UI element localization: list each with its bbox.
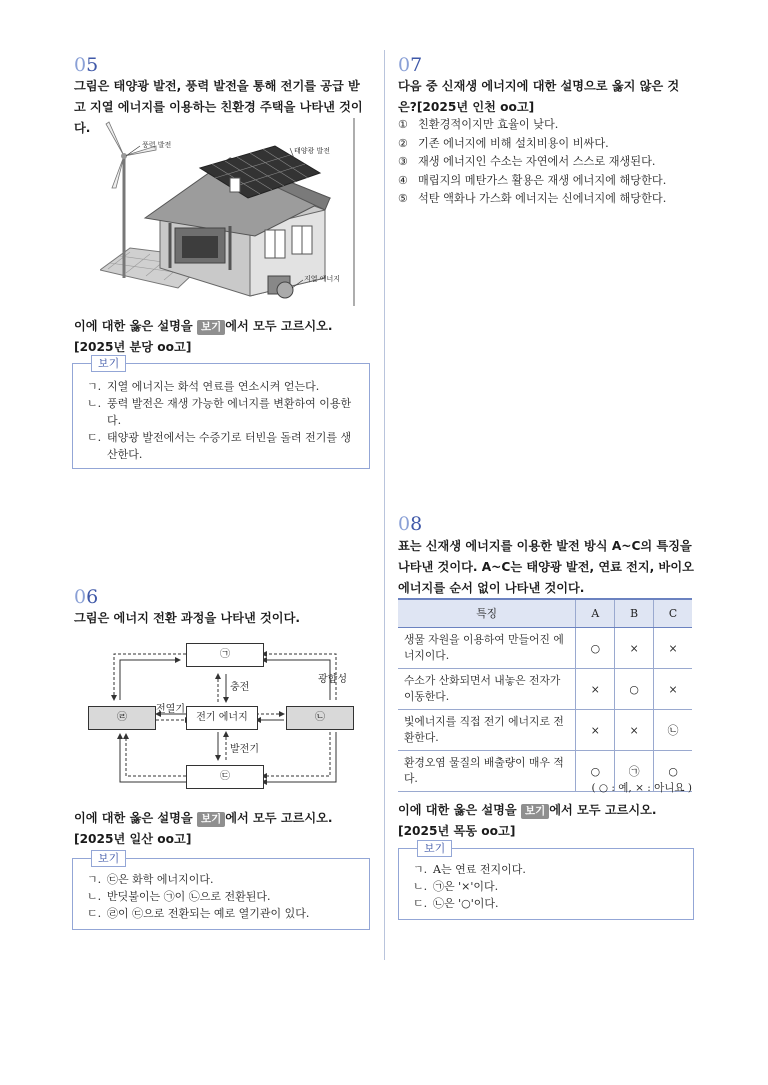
question-number-07: 07 (398, 54, 423, 76)
node-bottom: ㉢ (186, 765, 264, 789)
table-row (398, 669, 692, 710)
bogi-tag: 보기 (197, 320, 225, 335)
table-cell: ○ (576, 628, 615, 669)
q06-bogi-item: ㄷ. ㉣이 ㉢으로 전환되는 예로 열기관이 있다. (87, 907, 310, 920)
node-top: ㉠ (186, 643, 264, 667)
table-cell: × (576, 669, 615, 710)
table-cell: ○ (654, 751, 692, 792)
table-cell-desc: 환경오염 물질의 배출량이 매우 적다. (398, 751, 576, 792)
table-cell: × (576, 710, 615, 751)
q05-question: 이에 대한 옳은 설명을 보기 에서 모두 고르시오.[2025년 분당 oo고] (74, 319, 333, 354)
node-right: ㉡ (286, 706, 354, 730)
question-number-08: 08 (398, 513, 423, 535)
q06-bogi-item: ㄴ. 반딧불이는 ㉠이 ㉡으로 전환된다. (87, 890, 271, 903)
q07-stem: 다음 중 신재생 에너지에 대한 설명으로 옳지 않은 것은?[2025년 인천 oo고] (398, 79, 680, 114)
table-cell: × (654, 628, 692, 669)
label-generator: 발전기 (230, 744, 259, 755)
q08-bogi-item: ㄱ. A는 연료 전지이다. (413, 863, 526, 876)
q06-bogi-item: ㄱ. ㉢은 화학 에너지이다. (87, 873, 214, 886)
table-cell: × (615, 710, 654, 751)
q08-question: 이에 대한 옳은 설명을 보기 에서 모두 고르시오.[2025년 목동 oo고] (398, 803, 657, 838)
table-cell: × (654, 669, 692, 710)
table-header: C (654, 599, 692, 628)
bogi-label: 보기 (91, 355, 126, 372)
table-cell: ○ (576, 751, 615, 792)
eco-house-illustration (100, 118, 360, 306)
bogi-tag: 보기 (521, 804, 549, 819)
table-legend: ( ○ : 예, × : 아니요 ) (591, 782, 692, 794)
q06-question: 이에 대한 옳은 설명을 보기 에서 모두 고르시오.[2025년 일산 oo고] (74, 811, 333, 846)
table-cell: ㉠ (615, 751, 654, 792)
q05-bogi-item: ㄱ. 지열 에너지는 화석 연료를 연소시켜 얻는다. (87, 380, 320, 393)
table-cell-desc: 빛에너지를 직접 전기 에너지로 전환한다. (398, 710, 576, 751)
label-heater: 전열기 (156, 704, 185, 715)
q08-stem: 표는 신재생 에너지를 이용한 발전 방식 A~C의 특징을 나타낸 것이다. A~C는 태양광 발전, 연료 전지, 바이오 에너지를 순서 없이 나타낸 것이다. (398, 539, 694, 595)
geothermal-label: 지열 에너지 (304, 275, 341, 283)
table-header: A (576, 599, 615, 628)
choice-3[interactable]: ③ 재생 에너지인 수소는 자연에서 스스로 재생된다. (398, 155, 656, 168)
table-cell: ○ (615, 669, 654, 710)
node-left: ㉣ (88, 706, 156, 730)
table-row (398, 628, 692, 669)
label-photosynthesis: 광합성 (318, 674, 347, 685)
question-number-06: 06 (74, 586, 99, 608)
table-row (398, 710, 692, 751)
wind-power-label: 풍력 발전 (142, 141, 172, 149)
table-cell-desc: 수소가 산화되면서 내놓은 전자가 이동한다. (398, 669, 576, 710)
table-header: 특징 (398, 599, 576, 628)
table-header: B (615, 599, 654, 628)
q05-bogi-box (72, 357, 370, 469)
table-cell: ㉡ (654, 710, 692, 751)
choice-2[interactable]: ② 기존 에너지에 비해 설치비용이 비싸다. (398, 136, 609, 150)
table-cell: × (615, 628, 654, 669)
energy-conversion-diagram (80, 636, 370, 796)
choice-4[interactable]: ④ 매립지의 메탄가스 활용은 재생 에너지에 해당한다. (398, 173, 667, 187)
q05-bogi-item: ㄴ. 풍력 발전은 재생 가능한 에너지를 변환하여 이용한다. (87, 397, 352, 427)
q08-bogi-item: ㄴ. ㉠은 '×'이다. (413, 880, 499, 893)
table-cell-desc: 생물 자원을 이용하여 만들어진 에너지이다. (398, 628, 576, 669)
q05-bogi-item: ㄷ. 태양광 발전에서는 수증기로 터빈을 돌려 전기를 생산한다. (87, 431, 352, 461)
node-electric-energy: 전기 에너지 (186, 706, 258, 730)
q08-bogi-box (398, 842, 694, 920)
choice-5[interactable]: ⑤ 석탄 액화나 가스화 에너지는 신에너지에 해당한다. (398, 192, 667, 205)
bogi-label: 보기 (91, 850, 126, 867)
label-charge: 충전 (230, 682, 250, 693)
q05-stem: 그림은 태양광 발전, 풍력 발전을 통해 전기를 공급 받고 지열 에너지를 이용하는 친환경 주택을 나타낸 것이다. (74, 79, 363, 135)
bogi-tag: 보기 (197, 812, 225, 827)
q06-stem: 그림은 에너지 전환 과정을 나타낸 것이다. (74, 611, 300, 625)
q08-bogi-item: ㄷ. ㉡은 '○'이다. (413, 897, 499, 910)
column-divider (384, 50, 385, 960)
q06-bogi-box (72, 852, 370, 930)
question-number-05: 05 (74, 54, 99, 76)
q08-feature-table (398, 598, 692, 792)
q07-choices (398, 116, 694, 209)
solar-power-label: 태양광 발전 (294, 147, 331, 155)
choice-1[interactable]: ① 친환경적이지만 효율이 낮다. (398, 118, 559, 131)
bogi-label: 보기 (417, 840, 452, 857)
